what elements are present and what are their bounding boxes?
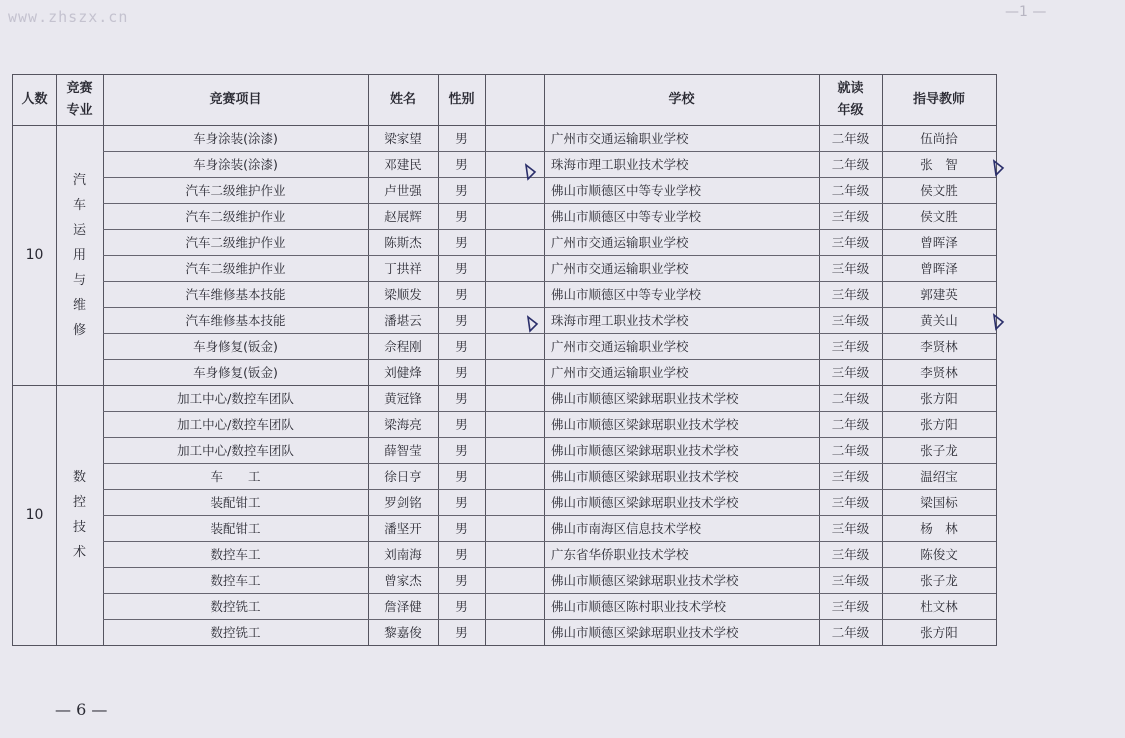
cell-school: 佛山市顺德区梁銶琚职业技术学校 — [551, 391, 739, 406]
cell-name: 陈斯杰 — [384, 235, 422, 250]
cell-school: 广东省华侨职业技术学校 — [551, 547, 689, 562]
cell-item: 汽车二级维护作业 — [185, 261, 286, 276]
cell-gender: 男 — [455, 599, 468, 614]
cell-name: 赵展辉 — [384, 209, 422, 224]
cell-grade: 三年级 — [831, 261, 870, 276]
cell-item: 数控铣工 — [210, 599, 261, 614]
group-count: 10 — [25, 507, 44, 523]
cell-teacher: 黄关山 — [920, 313, 958, 328]
cell-item: 汽车二级维护作业 — [185, 209, 286, 224]
cell-grade: 二年级 — [831, 183, 870, 198]
group-major-label — [56, 385, 103, 645]
header-school: 学校 — [668, 92, 695, 107]
cell-teacher: 侯文胜 — [920, 183, 958, 198]
cell-name: 黄冠锋 — [384, 391, 422, 406]
cell-gender: 男 — [455, 495, 468, 510]
cell-teacher: 曾晖泽 — [920, 235, 958, 250]
cell-item: 加工中心/数控车团队 — [177, 391, 294, 406]
cell-gender: 男 — [455, 131, 468, 146]
cell-school: 珠海市理工职业技术学校 — [551, 157, 689, 172]
cell-grade: 三年级 — [831, 365, 870, 380]
cell-item: 数控铣工 — [210, 625, 261, 640]
cell-name: 佘程刚 — [384, 339, 422, 354]
cell-teacher: 张 智 — [920, 157, 958, 172]
cell-school: 广州市交通运输职业学校 — [551, 365, 689, 380]
cell-teacher: 郭建英 — [920, 287, 958, 302]
cell-gender: 男 — [455, 183, 468, 198]
cell-school: 佛山市顺德区中等专业学校 — [551, 209, 702, 224]
cell-grade: 三年级 — [831, 599, 870, 614]
cell-item: 车 工 — [210, 469, 261, 484]
major-char: 车 — [72, 197, 86, 213]
cell-gender: 男 — [455, 417, 468, 432]
cell-school: 佛山市顺德区陈村职业技术学校 — [551, 599, 727, 614]
cell-gender: 男 — [455, 391, 468, 406]
cell-gender: 男 — [455, 235, 468, 250]
cell-gender: 男 — [455, 339, 468, 354]
header-gender: 性别 — [448, 92, 475, 107]
major-char: 技 — [72, 520, 86, 535]
cell-school: 佛山市顺德区中等专业学校 — [551, 183, 702, 198]
cell-school: 广州市交通运输职业学校 — [551, 131, 689, 146]
cell-gender: 男 — [455, 625, 468, 640]
header-teacher: 指导教师 — [912, 92, 965, 107]
cell-item: 数控车工 — [210, 573, 261, 588]
cell-name: 梁家望 — [384, 131, 422, 146]
header-grade: 就读 年级 — [837, 81, 864, 118]
major-char: 与 — [72, 272, 86, 288]
cell-teacher: 张方阳 — [920, 391, 958, 406]
cell-school: 珠海市理工职业技术学校 — [551, 313, 689, 328]
major-char: 运 — [72, 222, 86, 238]
col-divider — [485, 75, 486, 645]
major-char: 汽 — [72, 172, 86, 188]
cell-name: 詹泽健 — [384, 599, 422, 614]
cell-grade: 二年级 — [831, 443, 870, 458]
cell-name: 黎嘉俊 — [384, 625, 422, 640]
major-char: 维 — [72, 297, 86, 313]
cell-name: 邓建民 — [384, 157, 422, 172]
cell-grade: 三年级 — [831, 521, 870, 536]
header-name: 姓名 — [389, 92, 416, 107]
cell-name: 潘坚开 — [384, 521, 422, 536]
cell-gender: 男 — [455, 521, 468, 536]
cell-item: 汽车二级维护作业 — [185, 235, 286, 250]
cell-teacher: 伍尚拾 — [920, 131, 958, 146]
cell-name: 罗剑铭 — [384, 495, 422, 510]
cell-grade: 三年级 — [831, 469, 870, 484]
cell-name: 丁拱祥 — [384, 261, 422, 276]
cell-teacher: 张子龙 — [920, 443, 958, 458]
cell-teacher: 梁国标 — [920, 495, 958, 510]
cell-school: 佛山市顺德区梁銶琚职业技术学校 — [551, 417, 739, 432]
cell-gender: 男 — [455, 469, 468, 484]
cell-grade: 三年级 — [831, 209, 870, 224]
group-major-label — [56, 125, 103, 385]
cell-gender: 男 — [455, 547, 468, 562]
major-char: 术 — [72, 545, 86, 560]
page-number: — 6 — — [55, 700, 108, 719]
cell-grade: 二年级 — [831, 391, 870, 406]
watermark-text: www.zhszx.cn — [8, 8, 129, 26]
cell-item: 车身涂装(涂漆) — [193, 131, 278, 146]
handwritten-mark — [523, 163, 537, 181]
cell-name: 梁顺发 — [384, 287, 422, 302]
cell-name: 刘南海 — [384, 547, 422, 562]
cell-gender: 男 — [455, 157, 468, 172]
cell-school: 佛山市南海区信息技术学校 — [551, 521, 702, 536]
cell-school: 广州市交通运输职业学校 — [551, 235, 689, 250]
cell-grade: 三年级 — [831, 313, 870, 328]
cell-grade: 三年级 — [831, 573, 870, 588]
handwritten-mark — [525, 315, 539, 333]
cell-name: 刘健烽 — [384, 365, 422, 380]
cell-teacher: 张方阳 — [920, 417, 958, 432]
cell-teacher: 温绍宝 — [920, 469, 958, 484]
cell-grade: 三年级 — [831, 547, 870, 562]
cell-school: 广州市交通运输职业学校 — [551, 261, 689, 276]
header-item: 竞赛项目 — [209, 92, 262, 107]
major-char: 数 — [72, 470, 86, 485]
handwritten-mark — [991, 159, 1005, 177]
cell-grade: 三年级 — [831, 235, 870, 250]
cell-grade: 三年级 — [831, 287, 870, 302]
major-char: 修 — [72, 322, 86, 338]
major-char: 用 — [72, 247, 86, 263]
cell-school: 佛山市顺德区中等专业学校 — [551, 287, 702, 302]
cell-item: 加工中心/数控车团队 — [177, 417, 294, 432]
cell-gender: 男 — [455, 365, 468, 380]
cell-grade: 三年级 — [831, 339, 870, 354]
cell-teacher: 张子龙 — [920, 573, 958, 588]
cell-gender: 男 — [455, 313, 468, 328]
cell-item: 装配钳工 — [210, 495, 261, 510]
cell-teacher: 李贤林 — [920, 365, 958, 380]
cell-item: 汽车维修基本技能 — [185, 287, 286, 302]
cell-gender: 男 — [455, 287, 468, 302]
cell-teacher: 杨 林 — [920, 521, 958, 536]
cell-name: 徐日亨 — [384, 469, 422, 484]
cell-school: 佛山市顺德区梁銶琚职业技术学校 — [551, 495, 739, 510]
cell-school: 广州市交通运输职业学校 — [551, 339, 689, 354]
cell-name: 梁海亮 — [384, 417, 422, 432]
group-count: 10 — [25, 247, 44, 263]
cell-gender: 男 — [455, 209, 468, 224]
cell-item: 加工中心/数控车团队 — [177, 443, 294, 458]
cell-grade: 二年级 — [831, 625, 870, 640]
cell-name: 潘堪云 — [384, 313, 422, 328]
cell-teacher: 李贤林 — [920, 339, 958, 354]
cell-grade: 二年级 — [831, 157, 870, 172]
cell-teacher: 陈俊文 — [920, 547, 958, 562]
cell-grade: 二年级 — [831, 131, 870, 146]
cell-school: 佛山市顺德区梁銶琚职业技术学校 — [551, 573, 739, 588]
header-major: 竞赛 专业 — [66, 81, 93, 118]
competition-table — [12, 74, 997, 646]
cell-item: 汽车维修基本技能 — [185, 313, 286, 328]
cell-teacher: 杜文林 — [920, 599, 958, 614]
cell-school: 佛山市顺德区梁銶琚职业技术学校 — [551, 625, 739, 640]
handwritten-mark — [991, 313, 1005, 331]
major-char: 控 — [72, 495, 86, 510]
cell-gender: 男 — [455, 443, 468, 458]
cell-school: 佛山市顺德区梁銶琚职业技术学校 — [551, 443, 739, 458]
cell-item: 装配钳工 — [210, 521, 261, 536]
cell-item: 车身修复(钣金) — [193, 339, 278, 354]
cell-grade: 三年级 — [831, 495, 870, 510]
cell-name: 卢世强 — [384, 183, 422, 198]
cell-item: 数控车工 — [210, 547, 261, 562]
cell-teacher: 张方阳 — [920, 625, 958, 640]
cell-teacher: 侯文胜 — [920, 209, 958, 224]
cell-name: 曾家杰 — [384, 573, 422, 588]
cell-item: 车身修复(钣金) — [193, 365, 278, 380]
cell-item: 汽车二级维护作业 — [185, 183, 286, 198]
cell-name: 薛智莹 — [384, 443, 422, 458]
cell-gender: 男 — [455, 261, 468, 276]
top-page-mark: —1 — — [1005, 4, 1047, 20]
header-count: 人数 — [21, 92, 48, 107]
cell-school: 佛山市顺德区梁銶琚职业技术学校 — [551, 469, 739, 484]
cell-item: 车身涂装(涂漆) — [193, 157, 278, 172]
cell-grade: 二年级 — [831, 417, 870, 432]
cell-gender: 男 — [455, 573, 468, 588]
cell-teacher: 曾晖泽 — [920, 261, 958, 276]
